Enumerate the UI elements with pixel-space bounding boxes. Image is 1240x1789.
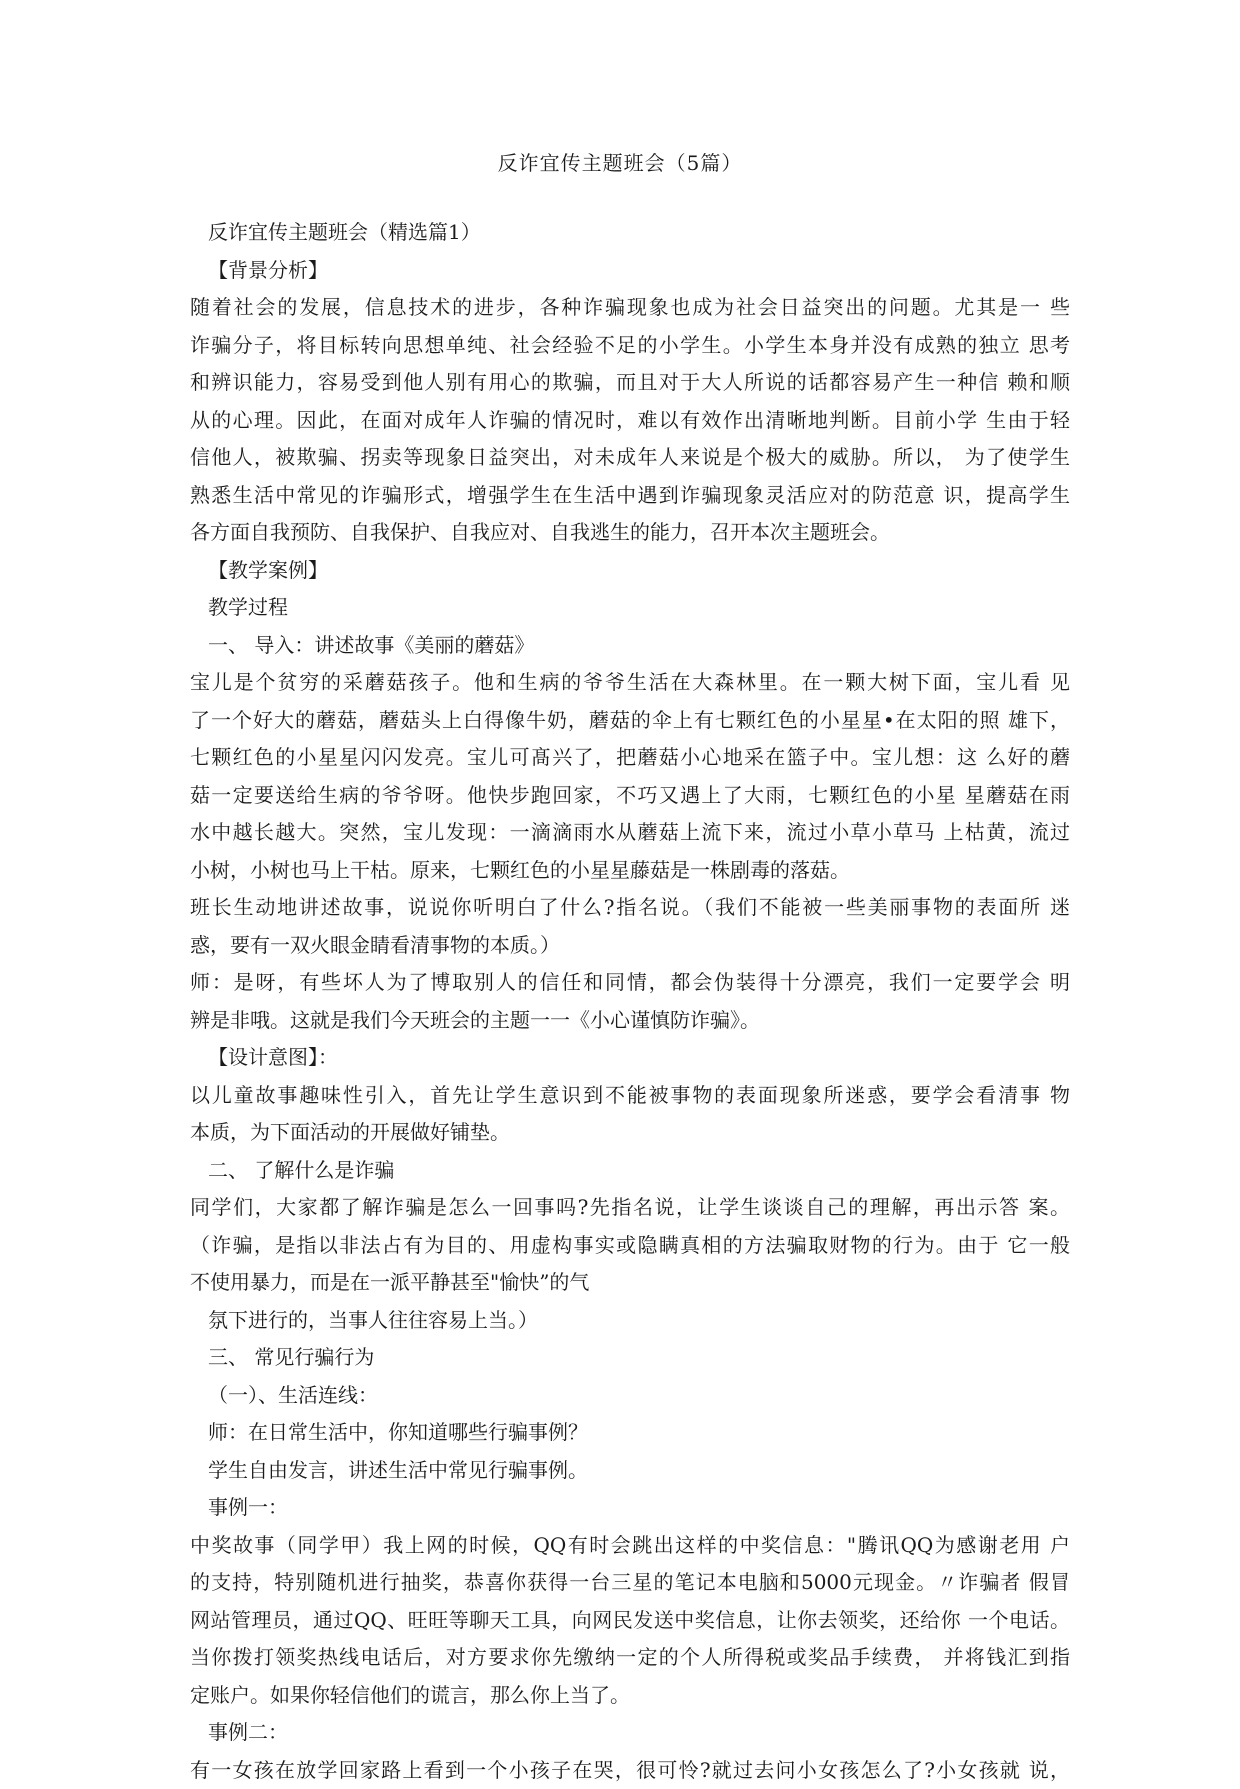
paragraph-line: 随着社会的发展，信息技术的进步，各种诈骗现象也成为社会日益突出的问题。尤其是一 些 — [190, 289, 1070, 327]
paragraph-line: 班长生动地讲述故事，说说你听明白了什么?指名说。（我们不能被一些美丽事物的表面所 迷 — [190, 889, 1070, 927]
subheading: 【教学案例】 — [190, 552, 1070, 590]
paragraph-line: 诈骗分子，将目标转向思想单纯、社会经验不足的小学生。小学生本身并没有成熟的独立 思考 — [190, 327, 1070, 365]
subheading: 事例二： — [190, 1714, 1070, 1752]
paragraph-line: 师：是呀，有些坏人为了博取别人的信任和同情，都会伪装得十分漂亮，我们一定要学会 明 — [190, 964, 1070, 1002]
paragraph-line: 不使用暴力，而是在一派平静甚至"愉快”的气 — [190, 1264, 1070, 1302]
paragraph-line: 菇一定要送给生病的爷爷呀。他快步跑回家，不巧又遇上了大雨，七颗红色的小星 星蘑菇在雨 — [190, 777, 1070, 815]
document-body — [190, 214, 1070, 1789]
paragraph-line: 中奖故事（同学甲）我上网的时候，QQ有时会跳出这样的中奖信息："腾讯QQ为感谢老用 户 — [190, 1527, 1070, 1565]
paragraph-line: 同学们，大家都了解诈骗是怎么一回事吗?先指名说，让学生谈谈自己的理解，再出示答 案。 — [190, 1189, 1070, 1227]
subheading: 事例一： — [190, 1489, 1070, 1527]
paragraph-line: 和辨识能力，容易受到他人别有用心的欺骗，而且对于大人所说的话都容易产生一种信 赖和顺 — [190, 364, 1070, 402]
paragraph-line: 辨是非哦。这就是我们今天班会的主题一一《小心谨慎防诈骗》。 — [190, 1002, 1070, 1040]
subheading: 三、 常见行骗行为 — [190, 1339, 1070, 1377]
paragraph-line: 信他人，被欺骗、拐卖等现象日益突出，对未成年人来说是个极大的威胁。所以， 为了使学生 — [190, 439, 1070, 477]
paragraph-line: 师：在日常生活中，你知道哪些行骗事例？ — [190, 1414, 1070, 1452]
paragraph-line: 本质，为下面活动的开展做好铺垫。 — [190, 1114, 1070, 1152]
subheading: （一）、生活连线： — [190, 1377, 1070, 1415]
paragraph-line: 七颗红色的小星星闪闪发亮。宝儿可髙兴了，把蘑菇小心地采在篮子中。宝儿想：这 么好的蘑 — [190, 739, 1070, 777]
paragraph-line: 定账户。如果你轻信他们的谎言，那么你上当了。 — [190, 1677, 1070, 1715]
paragraph-line: 宝儿是个贫穷的采蘑菇孩子。他和生病的爷爷生活在大森林里。在一颗大树下面，宝儿看 见 — [190, 664, 1070, 702]
paragraph-line: 以儿童故事趣味性引入，首先让学生意识到不能被事物的表面现象所迷惑，要学会看清事 物 — [190, 1077, 1070, 1115]
paragraph-line: 的支持，特别随机进行抽奖，恭喜你获得一台三星的笔记本电脑和5000元现金。〃诈骗者 假冒 — [190, 1564, 1070, 1602]
subheading: 二、 了解什么是诈骗 — [190, 1152, 1070, 1190]
paragraph-line: 氛下进行的，当事人往往容易上当。） — [190, 1302, 1070, 1340]
subheading: 【设计意图】： — [190, 1039, 1070, 1077]
paragraph-line: 惑，要有一双火眼金睛看清事物的本质。） — [190, 927, 1070, 965]
paragraph-line: 了一个好大的蘑菇，蘑菇头上白得像牛奶，蘑菇的伞上有七颗红色的小星星•在太阳的照 雄下， — [190, 702, 1070, 740]
section-heading: 反诈宜传主题班会（精选篇1） — [190, 214, 1070, 252]
document-title: 反诈宜传主题班会（5篇） — [0, 150, 1240, 176]
paragraph-line: 当你拨打领奖热线电话后，对方要求你先缴纳一定的个人所得税或奖品手续费， 并将钱汇到指 — [190, 1639, 1070, 1677]
paragraph-line: 水中越长越大。突然，宝儿发现：一滴滴雨水从蘑菇上流下来，流过小草小草马 上枯黄，流过 — [190, 814, 1070, 852]
paragraph-line: 熟悉生活中常见的诈骗形式，增强学生在生活中遇到诈骗现象灵活应对的防范意 识，提高学生 — [190, 477, 1070, 515]
paragraph-line: 各方面自我预防、自我保护、自我应对、自我逃生的能力，召开本次主题班会。 — [190, 514, 1070, 552]
paragraph-line: 学生自由发言，讲述生活中常见行骗事例。 — [190, 1452, 1070, 1490]
subheading: 教学过程 — [190, 589, 1070, 627]
paragraph-line: 有一女孩在放学回家路上看到一个小孩子在哭，很可怜?就过去问小女孩怎么了?小女孩就 说， — [190, 1752, 1070, 1789]
paragraph-line: 从的心理。因此，在面对成年人诈骗的情况时，难以有效作出清晰地判断。目前小学 生由于轻 — [190, 402, 1070, 440]
paragraph-line: （诈骗，是指以非法占有为目的、用虚构事实或隐瞒真相的方法骗取财物的行为。由于 它一般 — [190, 1227, 1070, 1265]
subheading: 【背景分析】 — [190, 252, 1070, 290]
paragraph-line: 网站管理员，通过QQ、旺旺等聊天工具，向网民发送中奖信息，让你去领奖，还给你 一个电话。 — [190, 1602, 1070, 1640]
subheading: 一、 导入：讲述故事《美丽的蘑菇》 — [190, 627, 1070, 665]
paragraph-line: 小树，小树也马上干枯。原来，七颗红色的小星星藤菇是一株剧毒的落菇。 — [190, 852, 1070, 890]
